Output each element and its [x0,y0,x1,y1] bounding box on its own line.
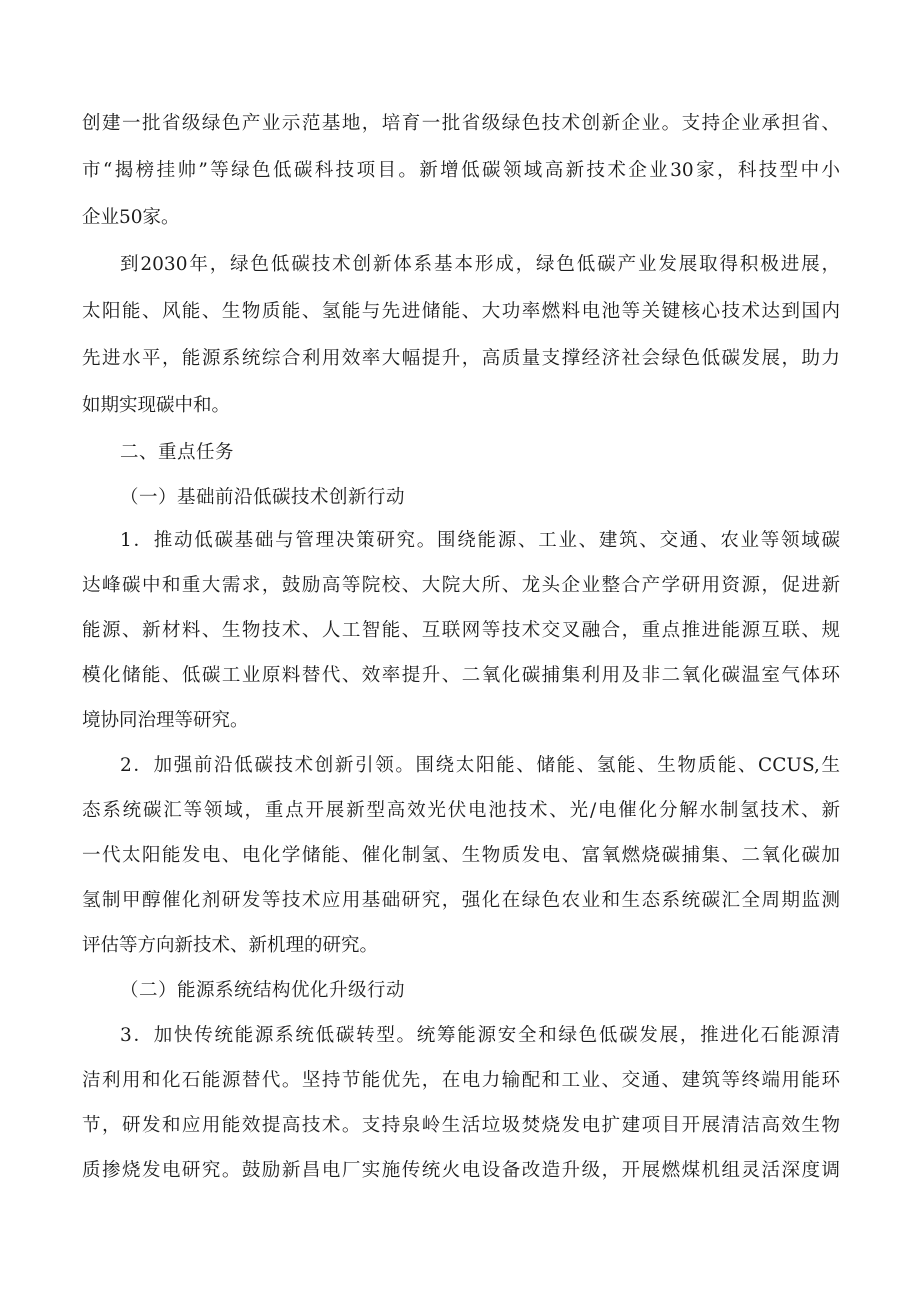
text-line: 到2030年，绿色低碳技术创新体系基本形成，绿色低碳产业发展取得积极进展， [120,254,840,275]
text-line: 氢制甲醇催化剂研发等技术应用基础研究，强化在绿色农业和生态系统碳汇全周期监测 [82,890,840,911]
text-line: 质掺烧发电研究。鼓励新昌电厂实施传统火电设备改造升级，开展燃煤机组灵活深度调 [82,1160,840,1181]
text-line: 先进水平，能源系统综合利用效率大幅提升，高质量支撑经济社会绿色低碳发展，助力 [82,348,840,369]
text-line: 创建一批省级绿色产业示范基地，培育一批省级绿色技术创新企业。支持企业承担省、 [82,113,840,134]
text-line: 评估等方向新技术、新机理的研究。 [82,935,379,956]
text-line: 太阳能、风能、生物质能、氢能与先进储能、大功率燃料电池等关键核心技术达到国内 [82,301,840,322]
text-line: 达峰碳中和重大需求，鼓励高等院校、大院大所、龙头企业整合产学研用资源，促进新 [82,575,840,596]
text-line: 3．加快传统能源系统低碳转型。统筹能源安全和绿色低碳发展，推进化石能源清 [120,1025,840,1046]
text-line: 境协同治理等研究。 [82,710,249,731]
text-line: 洁利用和化石能源替代。坚持节能优先，在电力输配和工业、交通、建筑等终端用能环 [82,1070,840,1091]
text-line: 1．推动低碳基础与管理决策研究。围绕能源、工业、建筑、交通、农业等领域碳 [120,530,840,551]
subsection-heading: （二）能源系统结构优化升级行动 [120,980,406,1001]
text-line: 节，研发和应用能效提高技术。支持泉岭生活垃圾焚烧发电扩建项目开展清洁高效生物 [82,1115,840,1136]
subsection-heading: （一）基础前沿低碳技术创新行动 [120,487,406,508]
text-line: 能源、新材料、生物技术、人工智能、互联网等技术交叉融合，重点推进能源互联、规 [82,620,840,641]
text-line: 态系统碳汇等领域，重点开展新型高效光伏电池技术、光/电催化分解水制氢技术、新 [82,800,840,821]
text-line: 市“揭榜挂帅”等绿色低碳科技项目。新增低碳领域高新技术企业30家，科技型中小 [82,160,840,181]
text-line: 如期实现碳中和。 [82,395,231,416]
text-line: 2．加强前沿低碳技术创新引领。围绕太阳能、储能、氢能、生物质能、CCUS,生 [120,755,840,776]
text-line: 一代太阳能发电、电化学储能、催化制氢、生物质发电、富氧燃烧碳捕集、二氧化碳加 [82,845,840,866]
text-line: 企业50家。 [82,207,180,228]
section-heading: 二、重点任务 [120,442,235,463]
text-line: 模化储能、低碳工业原料替代、效率提升、二氧化碳捕集利用及非二氧化碳温室气体环 [82,665,840,686]
